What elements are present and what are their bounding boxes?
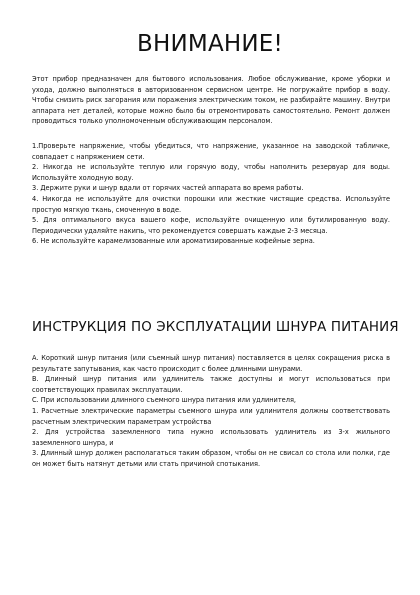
warning-item: 2. Никогда не используйте теплую или горячую воду, чтобы наполнить резервуар для воды. Используйте холодную воду. [32,163,390,182]
cord-item: 1. Расчетные электрические параметры съемного шнура или удлинителя должны соответствовать расчетным электрическим параметрам устройства [32,406,390,426]
cord-instructions-list [32,353,390,470]
warning-title: ВНИМАНИЕ! [137,31,283,57]
warning-intro [32,74,390,127]
warning-item: 1.Проверьте напряжение, чтобы убедиться, что напряжение, указанное на заводской табличке, совпадает с напряжением сети. [32,142,390,161]
cord-item: B. Длинный шнур питания или удлинитель также доступны и могут использоваться при соответствующих правилах эксплуатации. [32,375,390,394]
warning-item: 5. Для оптимального вкуса вашего кофе, используйте очищенную или бутилированную воду. Периодически удаляйте накипь, что рекомендуется совершать каждые 2-3 месяца. [32,216,390,235]
cord-item: A. Короткий шнур питания (или съемный шнур питания) поставляется в целях сокращения риска в результате запутывания, как часто происходит с более длинными шнурами. [32,354,390,373]
warning-list [32,141,390,247]
cord-item: 3. Длинный шнур должен располагаться таким образом, чтобы он не свисал со стола или полки, где он может быть натянут детьми или стать причиной спотыкания. [32,449,390,468]
warning-intro-text: Этот прибор предназначен для бытового использования. Любое обслуживание, кроме уборки и ухода, должно выполняться в авторизованном сервисном центре. Не погружайте прибор в воду. Чтобы снизить риск загорания или поражения электрическим током, не разбирайте машину. Внутри аппарата нет деталей, которые можно было бы отремонтировать самостоятельно. Ремонт должен проводиться только уполномоченным обслуживающим персоналом. [32,75,390,126]
warning-item: 6. Не используйте карамелизованные или ароматизированные кофейные зерна. [32,237,315,246]
warning-item: 3. Держите руки и шнур вдали от горячих частей аппарата во время работы. [32,184,304,193]
warning-item: 4. Никогда не используйте для очистки порошки или жесткие чистящие средства. Используйте простую мягкую ткань, смоченную в воде. [32,194,390,214]
cord-item: 2. Для устройства заземленного типа нужно использовать удлинитель из 3-х жильного заземленного шнура, и [32,428,390,447]
cord-section-title: ИНСТРУКЦИЯ ПО ЭКСПЛУАТАЦИИ ШНУРА ПИТАНИЯ [32,320,399,335]
cord-item: C. При использовании длинного съемного шнура питания или удлинителя, [32,396,297,405]
